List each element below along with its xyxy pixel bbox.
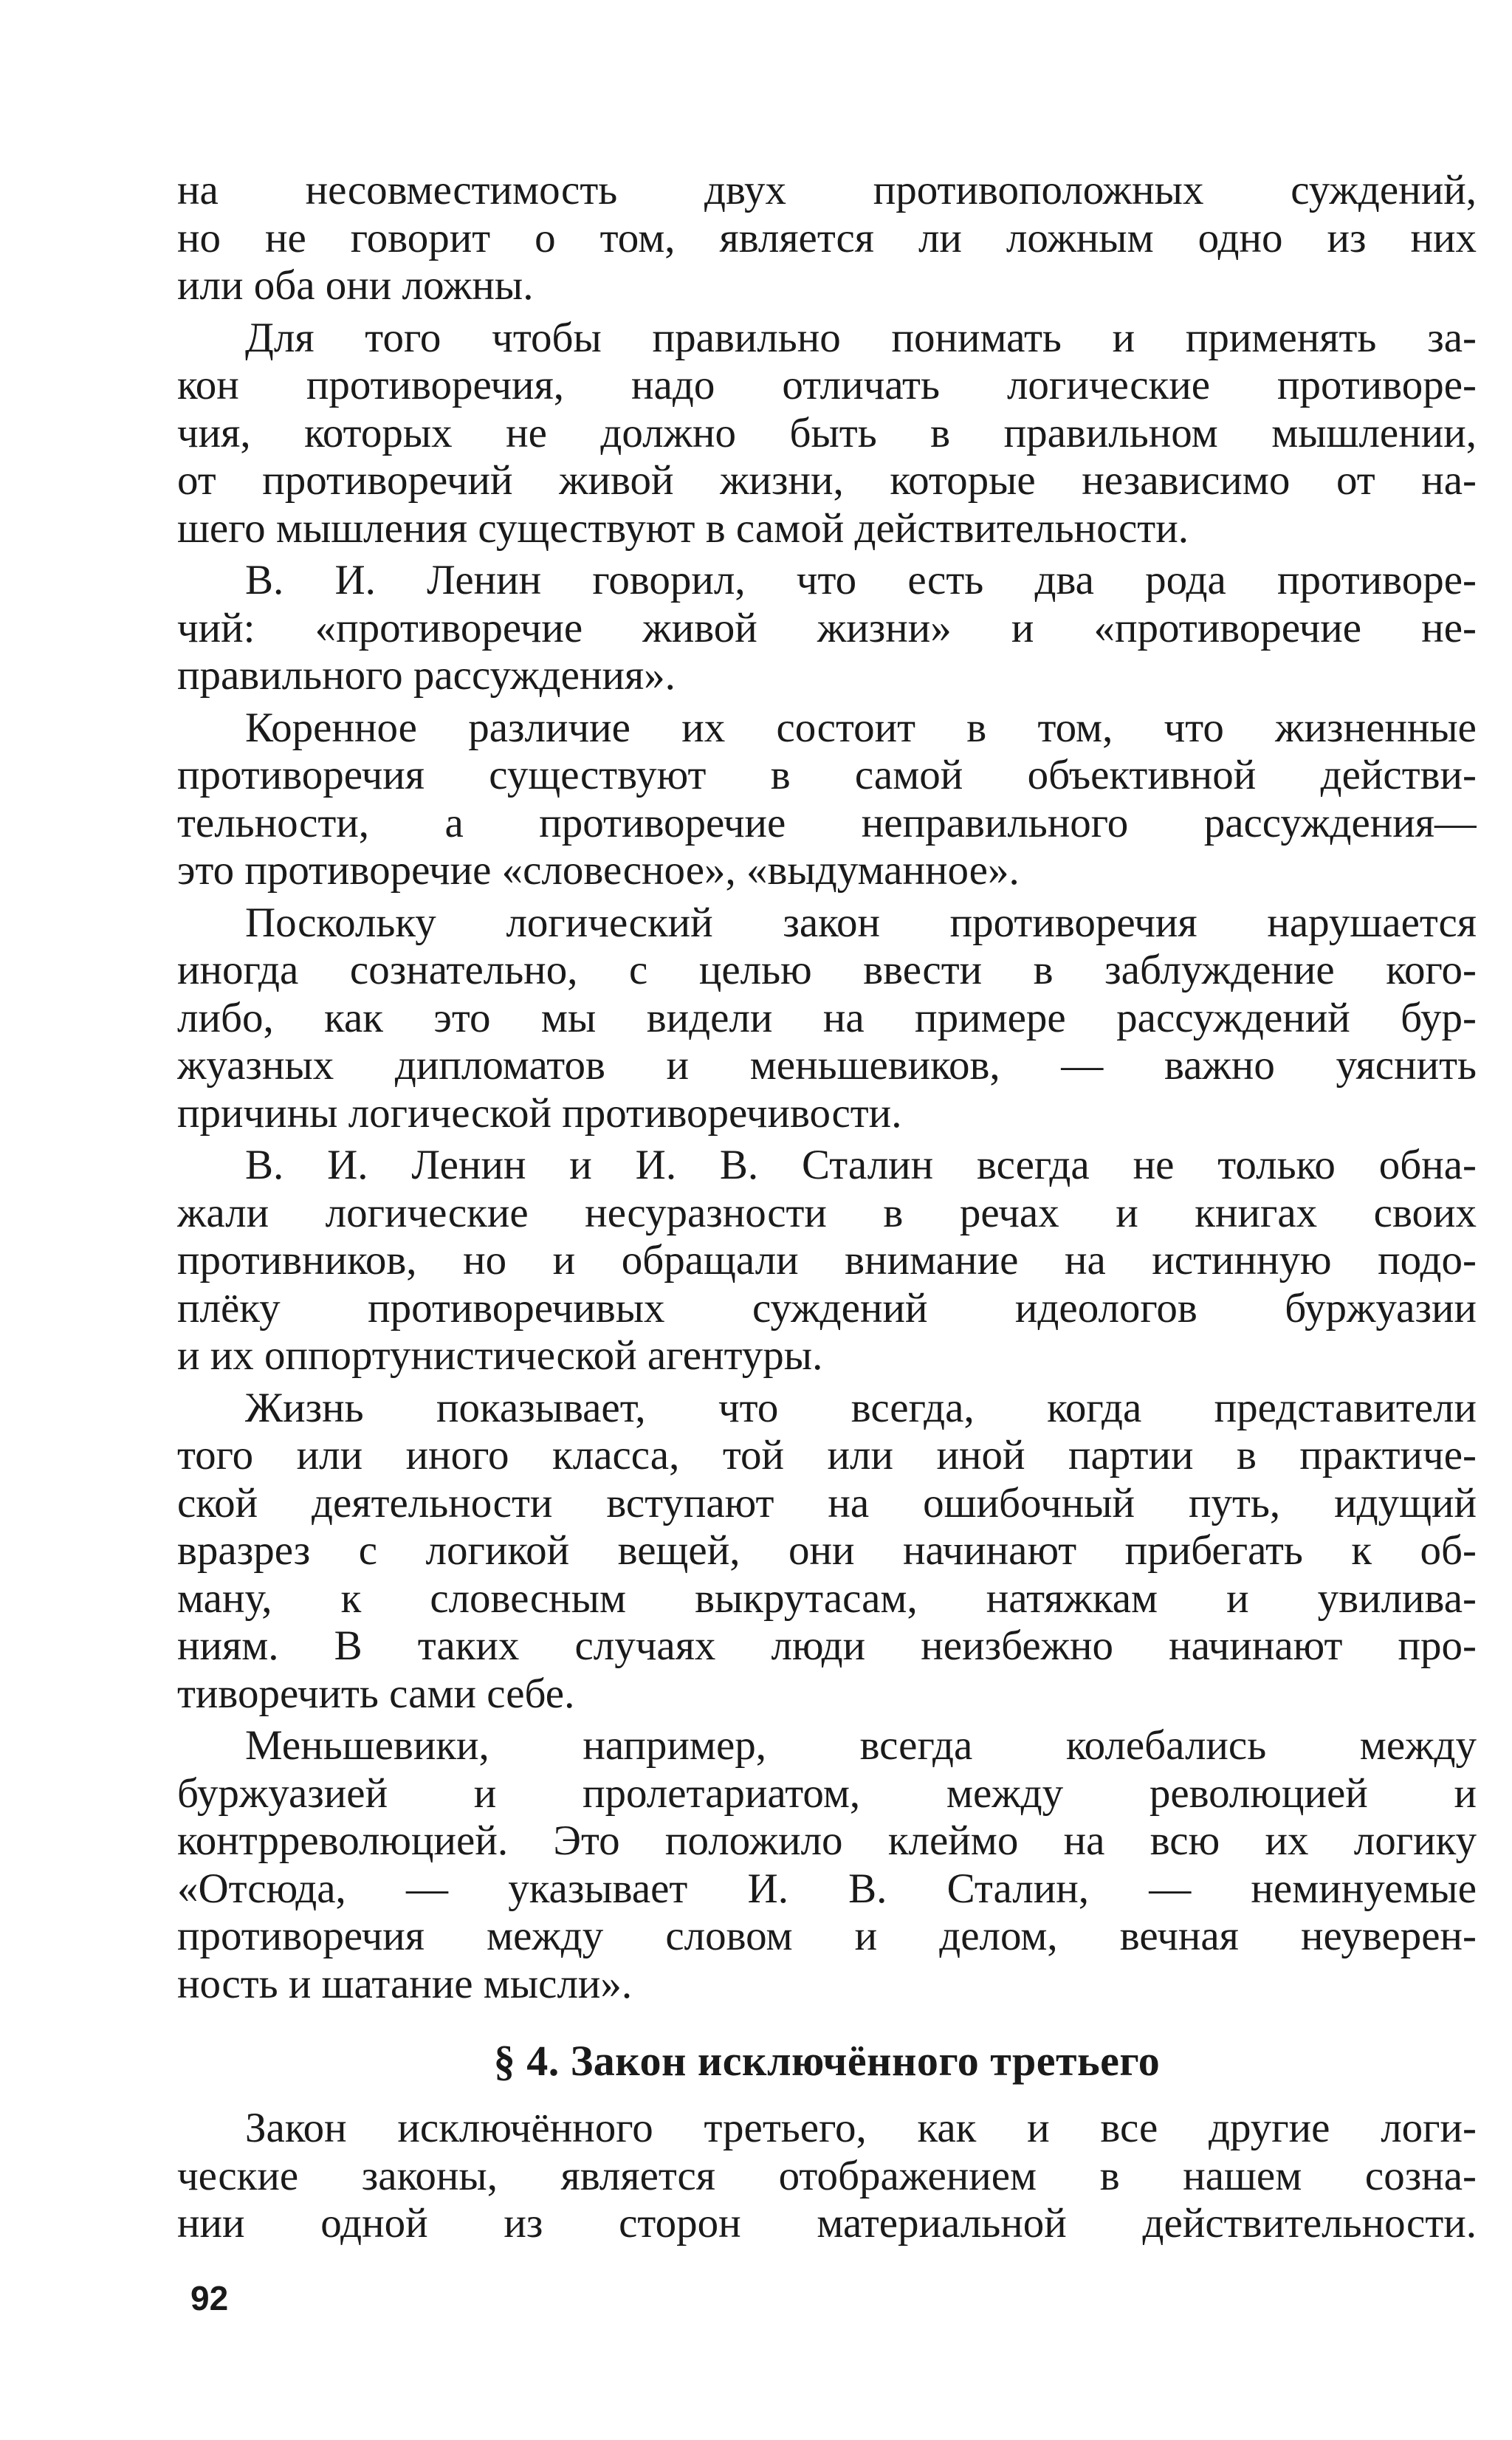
text-line: причины логической противоречивости. — [177, 1089, 902, 1137]
text-line: правильного рассуждения». — [177, 652, 676, 699]
text-line: В. И. Ленин и И. В. Сталин всегда не только обна- — [245, 1142, 1477, 1188]
paragraph — [177, 315, 1477, 553]
body-text — [177, 167, 1477, 2008]
paragraph — [177, 705, 1477, 895]
paragraph — [177, 1385, 1477, 1718]
section-heading: § 4. Закон исключённого третьего — [493, 2037, 1161, 2085]
paragraph — [177, 899, 1477, 1138]
text-line: или оба они ложны. — [177, 262, 534, 309]
text-line: Закон исключённого третьего, как и все другие логи- — [245, 2105, 1477, 2151]
page-number: 92 — [190, 2279, 229, 2317]
text-line: буржуазией и пролетариатом, между революцией и — [177, 1769, 1477, 1817]
text-line: либо, как это мы видели на примере рассуждений бур- — [177, 994, 1477, 1041]
text-line: ческие законы, является отображением в нашем созна- — [177, 2152, 1477, 2199]
text-line: чия, которых не должно быть в правильном мышлении, — [177, 409, 1477, 456]
text-line: противоречия существуют в самой объективной действи- — [177, 752, 1477, 798]
text-line: Для того чтобы правильно понимать и применять за- — [245, 314, 1477, 361]
text-line: жали логические несуразности в речах и книгах своих — [177, 1189, 1477, 1236]
text-line: ской деятельности вступают на ошибочный путь, идущий — [177, 1479, 1477, 1526]
text-line: тиворечить сами себе. — [177, 1670, 575, 1717]
text-line: иногда сознательно, с целью ввести в заблуждение кого- — [177, 947, 1477, 993]
paragraph — [177, 2105, 1477, 2248]
text-line: чий: «противоречие живой жизни» и «противоречие не- — [177, 604, 1477, 651]
text-line: это противоречие «словесное», «выдуманное». — [177, 847, 1020, 894]
text-line: кон противоречия, надо отличать логические противоре- — [177, 362, 1477, 408]
text-line: Поскольку логический закон противоречия нарушается — [245, 899, 1477, 946]
text-line: на несовместимость двух противоположных суждений, — [177, 167, 1477, 213]
paragraph — [177, 557, 1477, 700]
text-line: В. И. Ленин говорил, что есть два рода противоре- — [245, 557, 1477, 603]
paragraph — [177, 1722, 1477, 2008]
text-line: ность и шатание мысли». — [177, 1960, 633, 2007]
text-line: противников, но и обращали внимание на истинную подо- — [177, 1237, 1477, 1284]
text-line: Коренное различие их состоит в том, что жизненные — [245, 704, 1477, 751]
section-body-text — [177, 2105, 1477, 2248]
text-line: нии одной из сторон материальной действительности. — [177, 2200, 1477, 2247]
text-line: вразрез с логикой вещей, они начинают прибегать к об- — [177, 1527, 1477, 1574]
text-line: и их оппортунистической агентуры. — [177, 1332, 823, 1379]
text-line: Жизнь показывает, что всегда, когда представители — [245, 1384, 1477, 1431]
paragraph — [177, 1142, 1477, 1380]
text-line: но не говорит о том, является ли ложным одно из них — [177, 214, 1477, 261]
text-line: ниям. В таких случаях люди неизбежно начинают про- — [177, 1622, 1477, 1669]
text-line: плёку противоречивых суждений идеологов буржуазии — [177, 1284, 1477, 1332]
text-line: жуазных дипломатов и меньшевиков, — важно уяснить — [177, 1042, 1477, 1089]
text-line: ману, к словесным выкрутасам, натяжкам и увилива- — [177, 1574, 1477, 1622]
page-body — [177, 167, 1477, 2252]
text-line: шего мышления существуют в самой действительности. — [177, 504, 1189, 552]
text-line: контрреволюцией. Это положило клеймо на всю их логику — [177, 1817, 1477, 1864]
paragraph — [177, 167, 1477, 310]
text-line: от противоречий живой жизни, которые независимо от на- — [177, 457, 1477, 504]
text-line: тельности, а противоречие неправильного рассуждения— — [177, 799, 1477, 846]
text-line: «Отсюда, — указывает И. В. Сталин, — неминуемые — [177, 1865, 1477, 1912]
text-line: того или иного класса, той или иной партии в практиче- — [177, 1432, 1477, 1478]
text-line: Меньшевики, например, всегда колебались между — [245, 1722, 1477, 1769]
text-line: противоречия между словом и делом, вечная неуверен- — [177, 1913, 1477, 1959]
